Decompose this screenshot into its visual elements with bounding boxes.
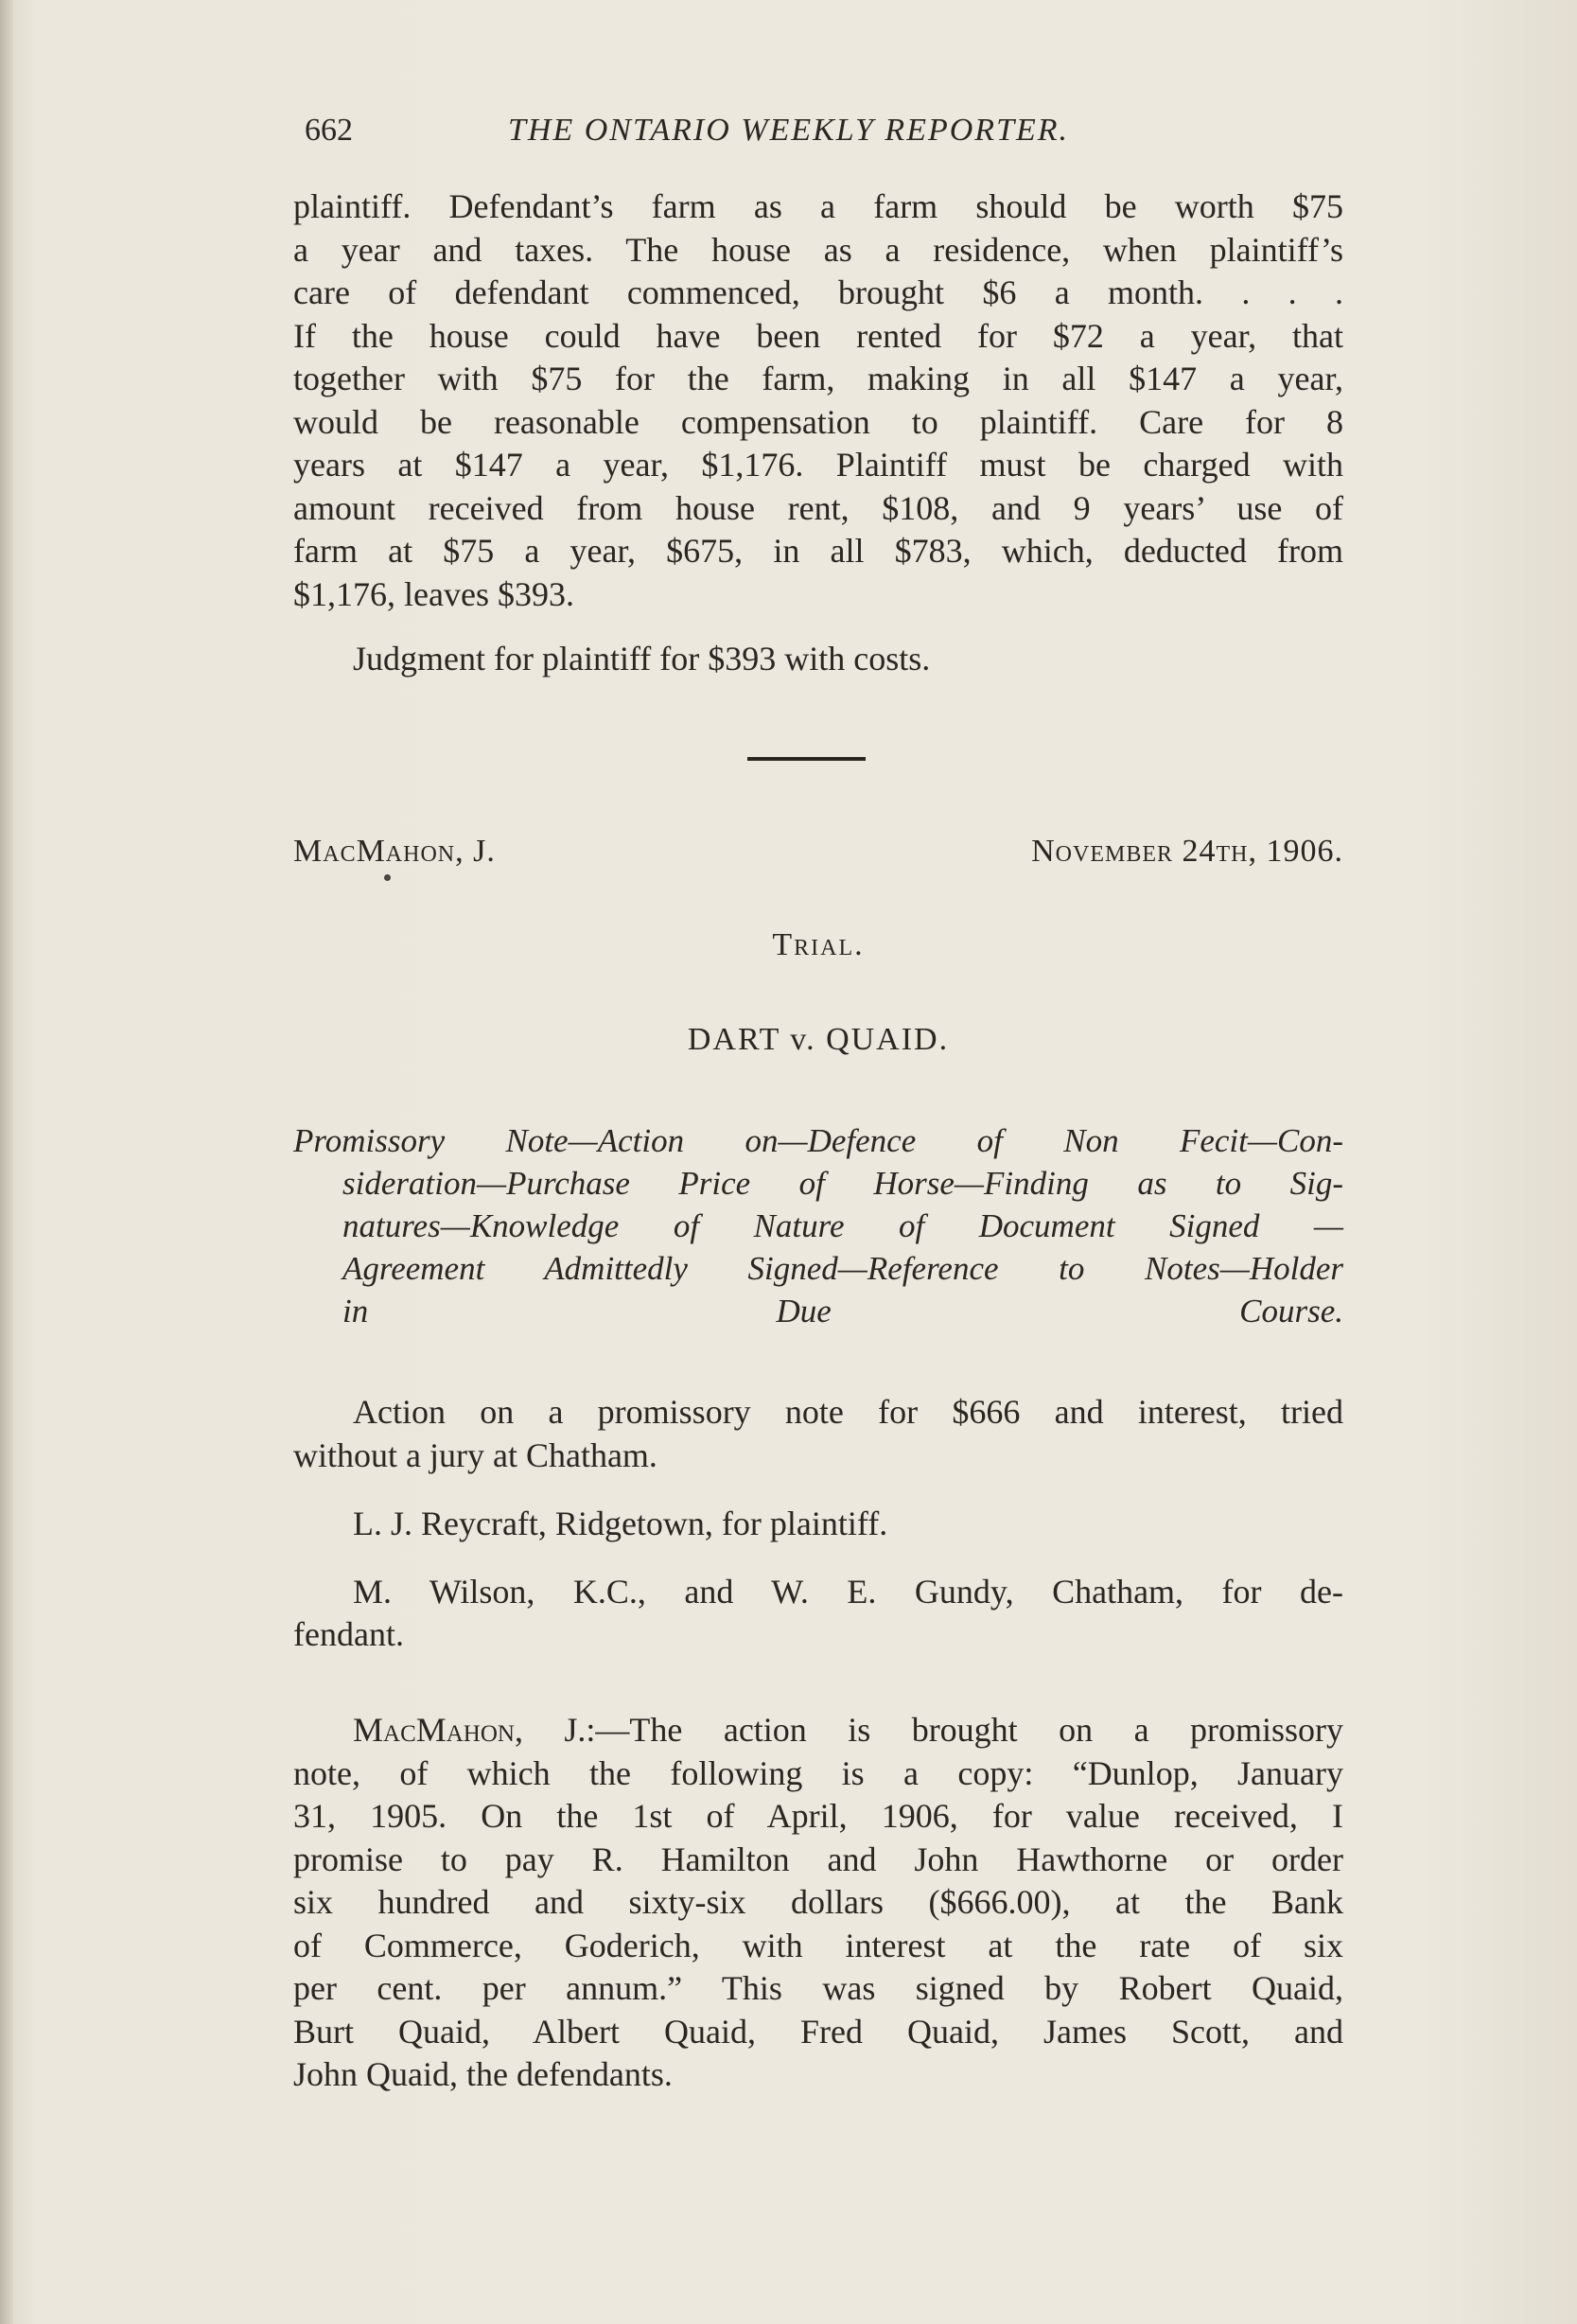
text-line: If the house could have been rented for $72 a year, that <box>293 316 1343 355</box>
section-divider <box>747 757 866 761</box>
text-line: without a jury at Chatham. <box>293 1435 657 1474</box>
text-line: of Commerce, Goderich, with interest at the rate of six <box>293 1926 1343 1964</box>
ink-speck <box>384 874 391 881</box>
proceeding-type: Trial. <box>772 927 865 962</box>
judgment-line: Judgment for plaintiff for $393 with costs. <box>353 640 931 678</box>
text-line: Action on a promissory note for $666 and interest, tried <box>353 1393 1343 1431</box>
case-title: DART v. QUAID. <box>687 1022 950 1057</box>
text-line: promise to pay R. Hamilton and John Hawthorne or order <box>293 1840 1343 1878</box>
text-line: plaintiff. Defendant’s farm as a farm should be worth $75 <box>293 187 1343 225</box>
text-line: fendant. <box>293 1615 404 1653</box>
journal-title: THE ONTARIO WEEKLY REPORTER. <box>508 113 1070 148</box>
text-line: together with $75 for the farm, making in all $147 a year, <box>293 360 1343 397</box>
page-number: 662 <box>305 113 353 148</box>
text-line: years at $147 a year, $1,176. Plaintiff must be charged with <box>293 446 1343 484</box>
headnote <box>293 1119 1343 1332</box>
opinion-paragraph <box>293 1709 1343 2097</box>
text-line: 31, 1905. On the 1st of April, 1906, for value received, I <box>293 1797 1343 1835</box>
headnote-line: in Due Course. <box>342 1293 1343 1329</box>
judge-name: MacMahon, J. <box>293 834 496 869</box>
text-line <box>293 1709 1343 1752</box>
text-line: Burt Quaid, Albert Quaid, Fred Quaid, James Scott, and <box>293 2012 1343 2051</box>
page-gutter-shadow <box>0 0 13 2324</box>
text-line: care of defendant commenced, brought $6 a month. . . . <box>293 273 1343 311</box>
headnote-line: sideration—Purchase Price of Horse—Finding as to Sig- <box>342 1165 1343 1202</box>
text-line: $1,176, leaves $393. <box>293 574 574 613</box>
text-line: M. Wilson, K.C., and W. E. Gundy, Chatham, for de- <box>353 1573 1343 1611</box>
text-line: farm at $75 a year, $675, in all $783, which, deducted from <box>293 532 1343 570</box>
headnote-line: Agreement Admittedly Signed—Reference to Notes—Holder <box>342 1250 1343 1287</box>
text-line: note, of which the following is a copy: “Dunlop, January <box>293 1753 1343 1792</box>
opening-paragraph <box>293 185 1343 616</box>
counsel-for-plaintiff: L. J. Reycraft, Ridgetown, for plaintiff. <box>353 1505 888 1542</box>
text-line: a year and taxes. The house as a residence, when plaintiff’s <box>293 230 1343 269</box>
opinion-first-line: :—The action is brought on a promissory <box>586 1711 1343 1749</box>
text-line: six hundred and sixty-six dollars ($666.00), at the Bank <box>293 1883 1343 1921</box>
text-line: amount received from house rent, $108, and 9 years’ use of <box>293 488 1343 527</box>
headnote-line: Promissory Note—Action on—Defence of Non Fecit—Con- <box>293 1122 1343 1159</box>
decision-date: November 24th, 1906. <box>1031 834 1343 869</box>
text-line: would be reasonable compensation to plaintiff. Care for 8 <box>293 402 1343 441</box>
headnote-line: natures—Knowledge of Nature of Document Signed — <box>342 1207 1343 1244</box>
counsel-for-defendant <box>293 1571 1343 1656</box>
text-line: per cent. per annum.” This was signed by Robert Quaid, <box>293 1969 1343 2007</box>
action-paragraph <box>293 1391 1343 1477</box>
opinion-speaker: MacMahon, J. <box>353 1711 587 1749</box>
text-line: John Quaid, the defendants. <box>293 2055 673 2093</box>
